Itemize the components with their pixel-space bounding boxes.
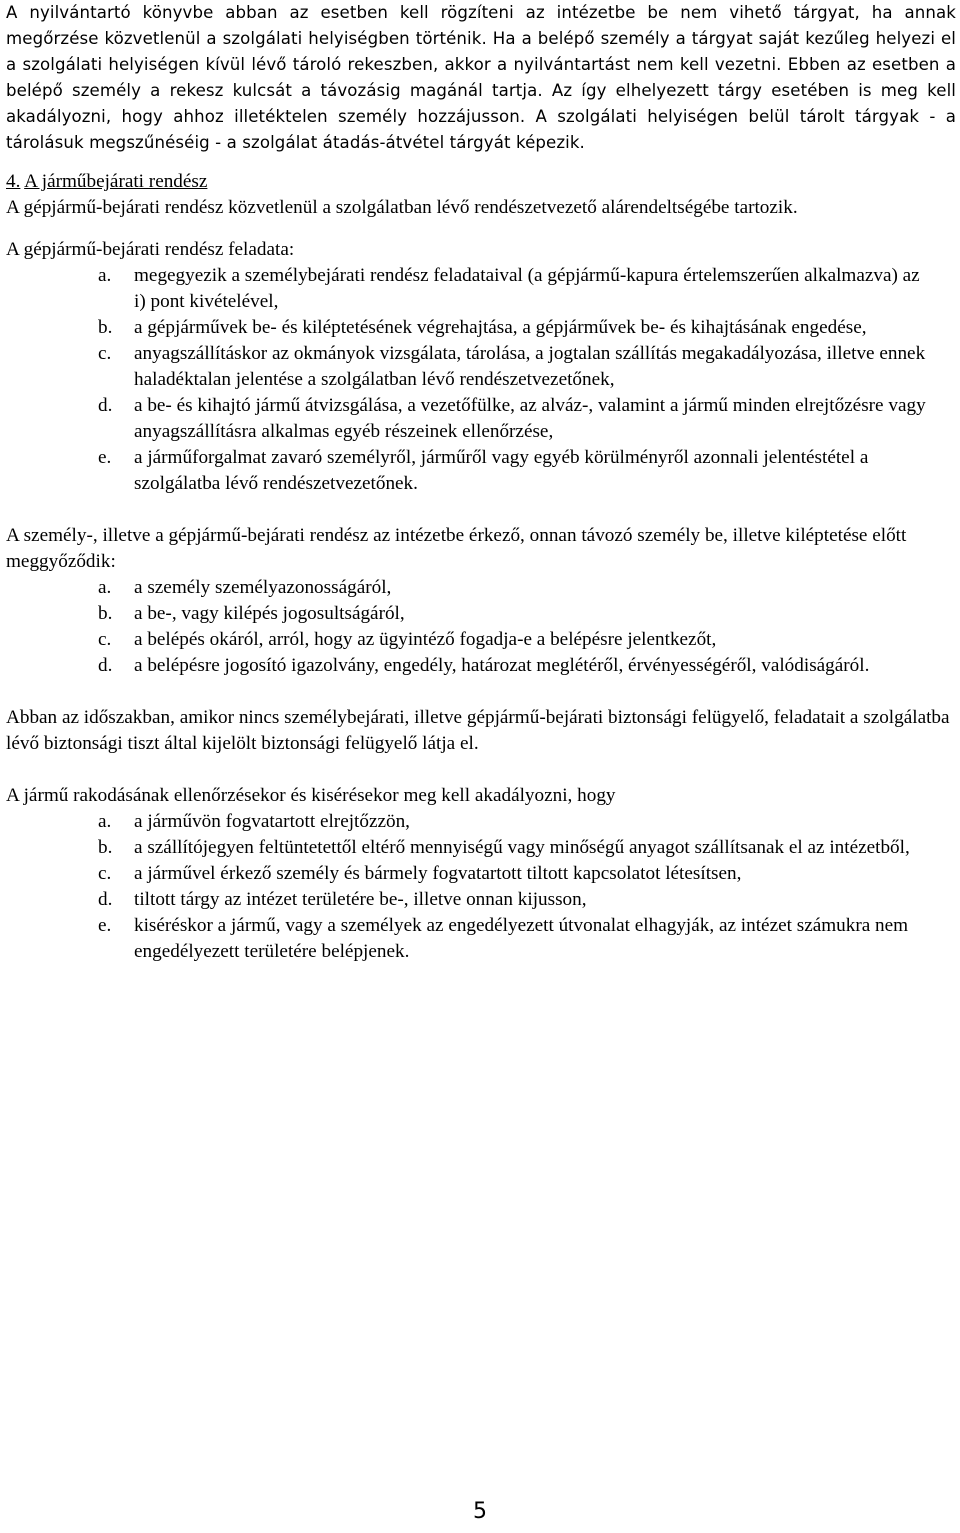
list-marker: c.: [98, 863, 112, 884]
list-item-text: a gépjárművek be- és kiléptetésének végrehajtása, a gépjárművek be- és kihajtásának engedése,: [134, 317, 867, 338]
list-marker: d.: [98, 889, 113, 910]
list-item-text: a járművel érkező személy és bármely fogvatartott tiltott kapcsolatot létesítsen,: [134, 863, 742, 884]
list-marker: a.: [98, 577, 112, 598]
verify-list: [6, 575, 956, 679]
list-marker: d.: [98, 655, 113, 676]
list-item: [6, 575, 956, 601]
list-item-text: megegyezik a személybejárati rendész feladataival (a gépjármű-kapura értelemszerűen alkalmazva) az i) pont kivételével,: [134, 265, 920, 312]
list-item-text: a járműforgalmat zavaró személyről, járműről vagy egyéb körülményről azonnali jelentéstétel a szolgálatba lévő rendészetvezetőnek.: [134, 447, 869, 494]
list-marker: c.: [98, 629, 112, 650]
list-item: [6, 627, 956, 653]
list-item-text: a be- és kihajtó jármű átvizsgálása, a vezetőfülke, az alváz-, valamint a jármű minden elrejtőzésre vagy anyagszállításra alkalmas egyéb részeinek ellenőrzése,: [134, 395, 926, 442]
list-item-text: a be-, vagy kilépés jogosultságáról,: [134, 603, 405, 624]
prevent-list: [6, 809, 956, 965]
list-item-text: a személy személyazonosságáról,: [134, 577, 392, 598]
list-item-text: tiltott tárgy az intézet területére be-, illetve onnan kijusson,: [134, 889, 587, 910]
list-marker: e.: [98, 915, 112, 936]
prevent-heading: A jármű rakodásának ellenőrzésekor és kisérésekor meg kell akadályozni, hogy: [6, 785, 616, 806]
list-item: [6, 393, 956, 445]
list-marker: d.: [98, 395, 113, 416]
list-item: [6, 913, 956, 965]
section-title: A járműbejárati rendész: [24, 171, 208, 192]
intro-paragraph: A nyilvántartó könyvbe abban az esetben kell rögzíteni az intézetbe be nem vihető tárgyat, ha annak megőrzése közvetlenül a szolgálati helyiségben történik. Ha a belépő személy a tárgyat saját kezűleg helyezi el a szolgálati helyiségen kívül lévő tároló rekeszben, akkor a nyilvántartást nem kell vezetni. Ebben az esetben a belépő személy a rekesz kulcsát a távozásig magánál tartja. Az így elhelyezett tárgy esetében is meg kell akadályozni, hogy ahhoz illetéktelen személy hozzájusson. A szolgálati helyiségen belül tárolt tárgyak - a tárolásuk megszűnéséig - a szolgálat átadás-átvétel tárgyát képezik.: [6, 3, 956, 152]
list-marker: c.: [98, 343, 112, 364]
list-item-text: a belépésre jogosító igazolvány, engedély, határozat meglétéről, érvényességéről, valódiságáról.: [134, 655, 870, 676]
duties-heading: A gépjármű-bejárati rendész feladata:: [6, 239, 295, 260]
absence-paragraph: Abban az időszakban, amikor nincs személybejárati, illetve gépjármű-bejárati biztonsági felügyelő, feladatait a szolgálatba lévő biztonsági tiszt által kijelölt biztonsági felügyelő látja el.: [6, 707, 950, 754]
list-item: [6, 601, 956, 627]
list-marker: b.: [98, 837, 113, 858]
list-item-text: a belépés okáról, arról, hogy az ügyintéző fogadja-e a belépésre jelentkezőt,: [134, 629, 717, 650]
list-item-text: a szállítójegyen feltüntetettől eltérő mennyiségű vagy minőségű anyagot szállítsanak el az intézetből,: [134, 837, 910, 858]
section-intro: A gépjármű-bejárati rendész közvetlenül a szolgálatban lévő rendészetvezető alárendeltségébe tartozik.: [6, 197, 798, 218]
list-item: [6, 887, 956, 913]
document-page: [6, 0, 956, 965]
list-marker: b.: [98, 603, 113, 624]
list-item: [6, 263, 956, 315]
list-item: [6, 341, 956, 393]
list-item: [6, 809, 956, 835]
section-number: 4.: [6, 171, 21, 192]
list-item: [6, 861, 956, 887]
list-item: [6, 835, 956, 861]
list-marker: b.: [98, 317, 113, 338]
list-item-text: anyagszállításkor az okmányok vizsgálata, tárolása, a jogtalan szállítás megakadályozása, illetve ennek haladéktalan jelentése a szolgálatban lévő rendészetvezetőnek,: [134, 343, 926, 390]
list-item: [6, 315, 956, 341]
list-item-text: a járművön fogvatartott elrejtőzzön,: [134, 811, 410, 832]
list-marker: a.: [98, 811, 112, 832]
list-item: [6, 653, 956, 679]
list-item-text: kiséréskor a jármű, vagy a személyek az engedélyezett útvonalat elhagyják, az intézet számukra nem engedélyezett területére belépjenek.: [134, 915, 909, 962]
duties-list: [6, 263, 956, 497]
list-marker: e.: [98, 447, 112, 468]
page-number: 5: [473, 1499, 487, 1524]
list-item: [6, 445, 956, 497]
section-heading: [6, 169, 956, 195]
verify-heading: A személy-, illetve a gépjármű-bejárati rendész az intézetbe érkező, onnan távozó személy be, illetve kiléptetése előtt meggyőződik:: [6, 525, 907, 572]
list-marker: a.: [98, 265, 112, 286]
